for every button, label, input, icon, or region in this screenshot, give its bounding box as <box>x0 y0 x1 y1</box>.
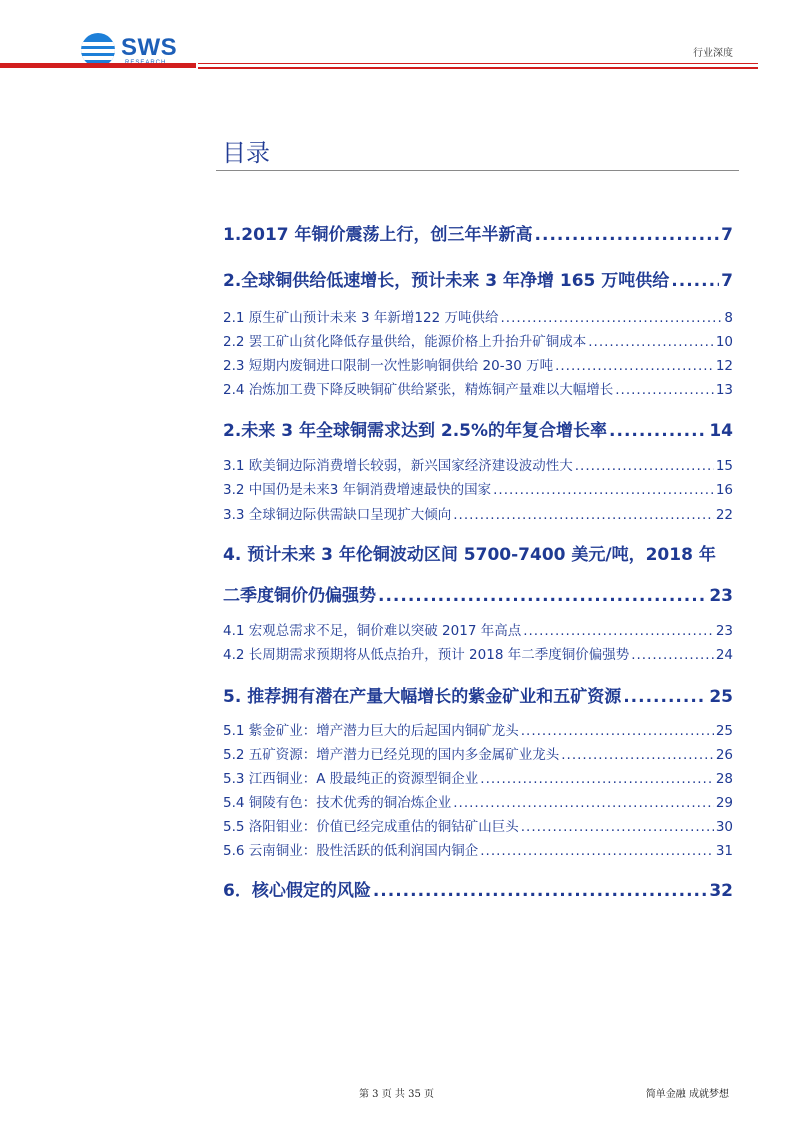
toc-entry-label: 3.1 欧美铜边际消费增长较弱，新兴国家经济建设波动性大 <box>223 458 573 474</box>
toc-leader <box>493 482 714 498</box>
toc-entry-page: 31 <box>715 843 733 859</box>
toc-entry[interactable] <box>223 378 733 398</box>
toc-entry-page: 12 <box>715 358 733 374</box>
toc-entry-wrapped-first-line[interactable] <box>223 540 733 565</box>
toc-entry-page: 24 <box>715 647 733 663</box>
toc-leader <box>480 771 714 787</box>
toc-entry-page: 16 <box>715 482 733 498</box>
toc-entry-page: 10 <box>715 334 733 350</box>
toc-entry[interactable] <box>223 719 733 739</box>
toc-entry[interactable] <box>223 767 733 787</box>
toc-entry-label: 5.4 铜陵有色：技术优秀的铜冶炼企业 <box>223 795 452 811</box>
toc-leader <box>453 507 714 523</box>
toc-entry-label: 2.3 短期内废铜进口限制一次性影响铜供给 20-30 万吨 <box>223 358 554 374</box>
toc-entry-label: 5.5 洛阳钼业：价值已经完成重估的铜钴矿山巨头 <box>223 819 519 835</box>
toc-entry-label: 4.2 长周期需求预期将从低点抬升，预计 2018 年二季度铜价偏强势 <box>223 647 630 663</box>
toc-entry-page: 25 <box>715 723 733 739</box>
toc-leader <box>521 723 714 739</box>
toc-leader <box>535 225 720 245</box>
toc-entry-label: 2.1 原生矿山预计未来 3 年新增122 万吨供给 <box>223 310 499 326</box>
toc-entry-label: 6．核心假定的风险 <box>223 881 371 901</box>
toc-leader <box>588 334 714 350</box>
toc-entry[interactable] <box>223 330 733 350</box>
toc-entry-page: 15 <box>715 458 733 474</box>
toc-leader <box>378 586 707 606</box>
toc-entry[interactable] <box>223 815 733 835</box>
toc-entry[interactable] <box>223 682 733 707</box>
toc-entry-page: 13 <box>715 382 733 398</box>
footer-slogan: 简单金融 成就梦想 <box>645 1089 729 1100</box>
toc-leader <box>609 421 707 441</box>
toc-leader <box>575 458 714 474</box>
header-divider-thin-top <box>198 63 758 64</box>
toc-entry-page: 14 <box>709 421 733 441</box>
toc-entry-label: 5.3 江西铜业：A 股最纯正的资源型铜企业 <box>223 771 479 787</box>
toc-entry-label: 2.全球铜供给低速增长，预计未来 3 年净增 165 万吨供给 <box>223 271 670 291</box>
toc-entry-label: 1.2017 年铜价震荡上行，创三年半新高 <box>223 225 533 245</box>
toc-entry-page: 25 <box>709 687 733 707</box>
toc-entry-page: 26 <box>715 747 733 763</box>
toc-entry-label: 2.2 罢工矿山贫化降低存量供给，能源价格上升抬升矿铜成本 <box>223 334 587 350</box>
toc-leader <box>561 747 714 763</box>
toc-title: 目录 <box>222 139 270 167</box>
toc-entry[interactable] <box>223 791 733 811</box>
logo-globe-icon <box>81 33 115 67</box>
toc-entry-page: 23 <box>715 623 733 639</box>
toc-entry-page: 7 <box>721 225 733 245</box>
toc-entry[interactable] <box>223 416 733 441</box>
toc-leader <box>523 623 714 639</box>
report-type-tag: 行业深度 <box>693 48 733 59</box>
toc-entry[interactable] <box>223 354 733 374</box>
toc-leader <box>521 819 714 835</box>
toc-entry-page: 30 <box>715 819 733 835</box>
toc-entry[interactable] <box>223 743 733 763</box>
toc-entry-page: 22 <box>715 507 733 523</box>
toc-entry[interactable] <box>223 454 733 474</box>
toc-entry-label: 2.未来 3 年全球铜需求达到 2.5%的年复合增长率 <box>223 421 608 441</box>
toc-entry-page: 8 <box>724 310 733 326</box>
toc-entry-label: 5.2 五矿资源：增产潜力已经兑现的国内多金属矿业龙头 <box>223 747 560 763</box>
toc-entry-page: 29 <box>715 795 733 811</box>
toc-entry-label: 3.2 中国仍是未来3 年铜消费增速最快的国家 <box>223 482 492 498</box>
toc-leader <box>631 647 714 663</box>
toc-entry[interactable] <box>223 220 733 245</box>
toc-entry[interactable] <box>223 503 733 523</box>
footer-page-number: 第 3 页 共 35 页 <box>359 1089 434 1100</box>
toc-entry[interactable] <box>223 478 733 498</box>
toc-entry[interactable] <box>223 619 733 639</box>
toc-leader <box>623 687 707 707</box>
toc-leader <box>453 795 714 811</box>
logo-name: SWS <box>121 34 178 61</box>
toc-entry-label: 4. 预计未来 3 年伦铜波动区间 5700-7400 美元/吨，2018 年 <box>223 545 716 565</box>
toc-entry-label: 4.1 宏观总需求不足，铜价难以突破 2017 年高点 <box>223 623 522 639</box>
toc-leader <box>373 881 707 901</box>
toc-entry[interactable] <box>223 266 733 291</box>
toc-entry-page: 23 <box>709 586 733 606</box>
header-divider-thick <box>0 63 196 68</box>
toc-title-rule <box>216 170 739 171</box>
toc-entry-label: 5. 推荐拥有潜在产量大幅增长的紫金矿业和五矿资源 <box>223 687 622 707</box>
toc-entry-page: 32 <box>709 881 733 901</box>
toc-leader <box>615 382 714 398</box>
toc-entry-page: 28 <box>715 771 733 787</box>
toc-entry[interactable] <box>223 839 733 859</box>
toc-entry-label: 5.6 云南铜业：股性活跃的低利润国内铜企 <box>223 843 479 859</box>
header-divider-thin-bottom <box>198 67 758 69</box>
toc-leader <box>501 310 723 326</box>
toc-entry[interactable] <box>223 306 733 326</box>
toc-entry-label: 3.3 全球铜边际供需缺口呈现扩大倾向 <box>223 507 452 523</box>
toc-leader <box>555 358 714 374</box>
toc-entry[interactable] <box>223 643 733 663</box>
toc-entry[interactable] <box>223 876 733 901</box>
toc-entry-label: 二季度铜价仍偏强势 <box>223 586 376 606</box>
toc-entry-label: 2.4 冶炼加工费下降反映铜矿供给紧张，精炼铜产量难以大幅增长 <box>223 382 614 398</box>
toc-entry[interactable] <box>223 581 733 606</box>
toc-entry-label: 5.1 紫金矿业：增产潜力巨大的后起国内铜矿龙头 <box>223 723 519 739</box>
toc-leader <box>671 271 719 291</box>
toc-entry-page: 7 <box>721 271 733 291</box>
toc-leader <box>480 843 714 859</box>
